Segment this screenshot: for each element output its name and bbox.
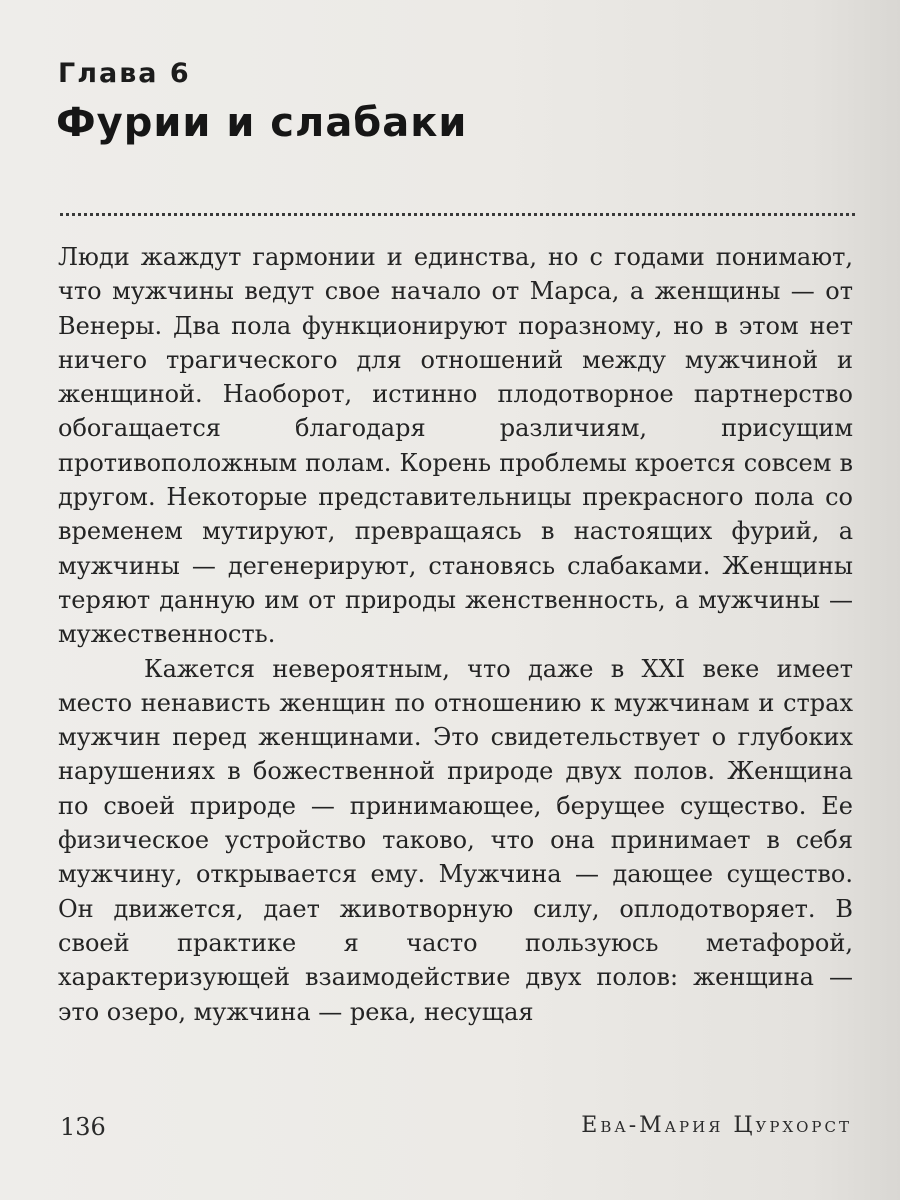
paragraph-1: Люди жаждут гармонии и единства, но с годами понимают, что мужчины ведут свое начало от Марса, а женщины — от Венеры. Два пола функционируют поразному, но в этом нет ничего трагического для отношений между мужчиной и женщиной. Наоборот, истинно плодотворное партнерство обогащается благодаря различиям, присущим противоположным полам. Корень проблемы кроется совсем в другом. Некоторые представительницы прекрасного пола со временем мутируют, превращаясь в настоящих фурий, а мужчины — дегенерируют, становясь слабаками. Женщины теряют данную им от природы женственность, а мужчины — мужественность. [58, 243, 853, 649]
running-author: Ева-Мария Цурхорст [581, 1113, 852, 1138]
chapter-body [58, 240, 853, 1029]
page-number: 136 [60, 1113, 106, 1141]
dotted-divider [60, 213, 855, 216]
chapter-title: Фурии и слабаки [56, 100, 468, 146]
chapter-label: Глава 6 [58, 58, 191, 89]
paragraph-2: Кажется невероятным, что даже в XXI веке имеет место ненависть женщин по отношению к мужчинам и страх мужчин перед женщинами. Это свидетельствует о глубоких нарушениях в божественной природе двух полов. Женщина по своей природе — принимающее, берущее существо. Ее физическое устройство таково, что она принимает в себя мужчину, открывается ему. Мужчина — дающее существо. Он движется, дает животворную силу, оплодотворяет. В своей практике я часто пользуюсь метафорой, характеризующей взаимодействие двух полов: женщина — это озеро, мужчина — река, несущая [58, 654, 853, 1026]
